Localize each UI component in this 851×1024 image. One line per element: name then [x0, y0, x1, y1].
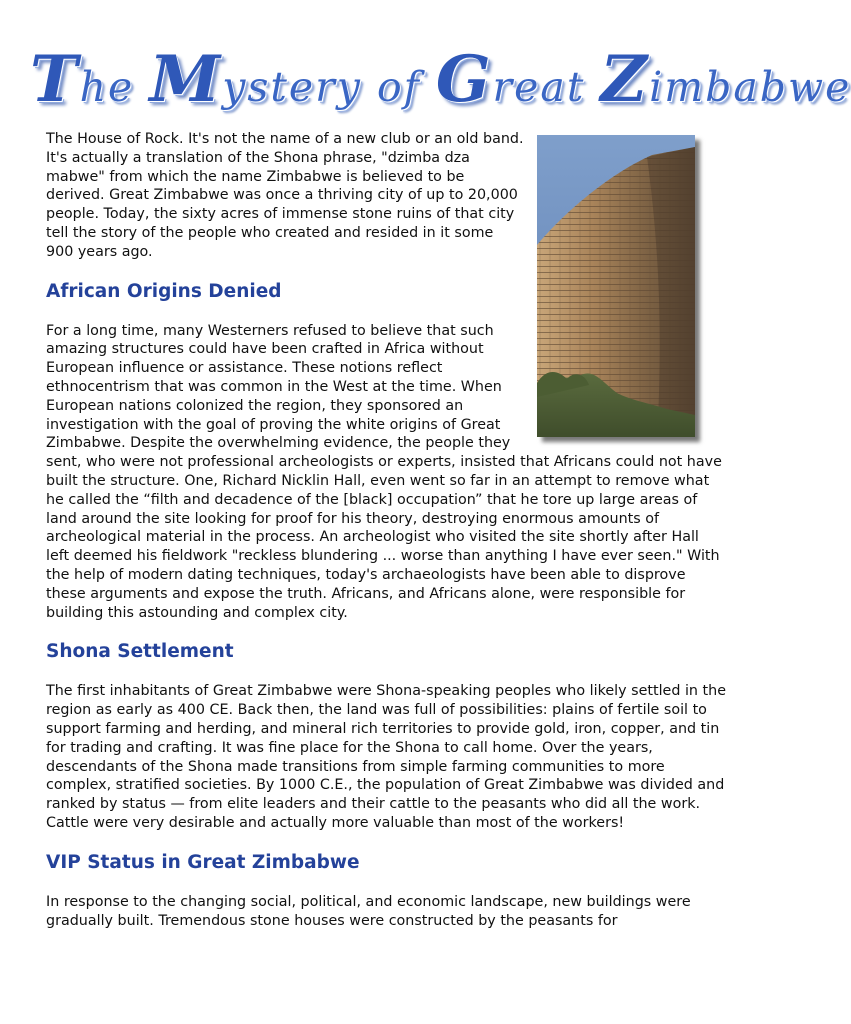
- section-heading: VIP Status in Great Zimbabwe: [46, 851, 360, 873]
- article-body: [46, 130, 726, 930]
- section-paragraph: The first inhabitants of Great Zimbabwe were Shona-speaking peoples who likely settled in the region as early as 400 CE. Back then, the land was full of possibilities: plains of fertile soil to support farming and herding, and mineral rich territories to provide gold, iron, copper, and tin for trading and crafting. It was fine place for the Shona to call home. Over the years, descendants of the Shona made transitions from simple farming communities to more complex, stratified societies. By 1000 C.E., the population of Great Zimbabwe was divided and ranked by status — from elite leaders and their cattle to the peasants who did all the work. Cattle were very desirable and actually more valuable than most of the workers!: [46, 683, 727, 831]
- section-heading: African Origins Denied: [46, 280, 282, 302]
- section-paragraph: For a long time, many Westerners refused to believe that such amazing structures could have been crafted in Africa without European influence or assistance. These notions reflect ethnocentrism that was common in the West at the time. When European nations colonized the region, they sponsored an investigation with the goal of proving the white origins of Great Zimbabwe. Despite the overwhelming evidence, the people they sent, who were not professional archeologists or experts, insisted that Africans could not have built the structure. One, Richard Nicklin Hall, even went so far in an attempt to remove what he called the “filth and decadence of the [black] occupation” that he tore up large areas of land around the site looking for proof for his theory, destroying enormous amounts of archeological material in the process. An archeologist who visited the site shortly after Hall left deemed his fieldwork "reckless blundering ... worse than anything I have ever seen." With the help of modern dating techniques, today's archaeologists have been able to disprove these arguments and expose the truth. Africans, and Africans alone, were responsible for building this astounding and complex city.: [46, 322, 722, 621]
- article-title: [30, 40, 851, 120]
- title-word: reat: [492, 63, 586, 111]
- title-initial: G: [435, 42, 493, 117]
- title-word: imbabwe: [649, 63, 851, 111]
- title-initial: T: [30, 42, 80, 117]
- title-word: he: [79, 63, 135, 111]
- title-initial: Z: [600, 42, 650, 117]
- title-word: ystery: [222, 63, 362, 111]
- title-word: of: [376, 63, 421, 111]
- intro-paragraph: The House of Rock. It's not the name of a new club or an old band. It's actually a translation of the Shona phrase, "dzimba dza mabwe" from which the name Zimbabwe is believed to be derived. Great Zimbabwe was once a thriving city of up to 20,000 people. Today, the sixty acres of immense stone ruins of that city tell the story of the people who created and resided in it some 900 years ago.: [46, 131, 524, 260]
- title-initial: M: [149, 42, 223, 117]
- section-paragraph: In response to the changing social, political, and economic landscape, new buildings were gradually built. Tremendous stone houses were constructed by the peasants for: [46, 893, 691, 929]
- section-heading: Shona Settlement: [46, 641, 234, 663]
